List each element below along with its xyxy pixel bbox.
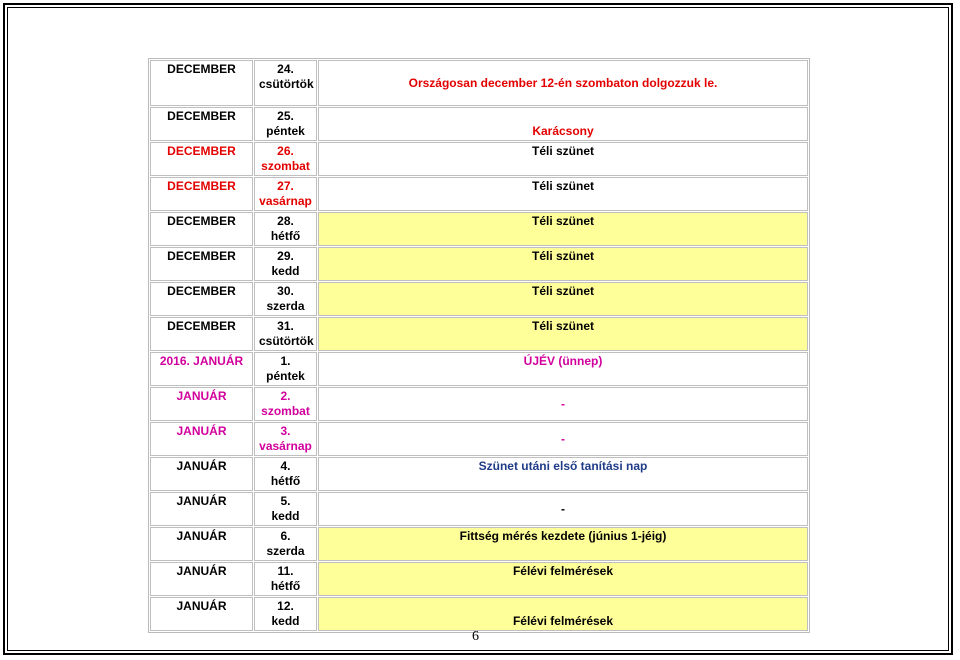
month-cell: JANUÁR	[150, 387, 253, 421]
month-cell: DECEMBER	[150, 212, 253, 246]
day-name: péntek	[266, 369, 305, 383]
event-cell: Téli szünet	[318, 247, 808, 281]
day-cell	[254, 422, 317, 456]
month-cell: JANUÁR	[150, 492, 253, 526]
table-row	[150, 422, 808, 456]
day-number: 1.	[280, 354, 291, 368]
day-name: hétfő	[270, 474, 301, 488]
table-row	[150, 177, 808, 211]
month-cell: JANUÁR	[150, 457, 253, 491]
month-cell: JANUÁR	[150, 597, 253, 631]
table-row	[150, 352, 808, 386]
day-cell	[254, 597, 317, 631]
schedule-table	[148, 58, 810, 633]
table-row	[150, 247, 808, 281]
day-name: szombat	[261, 404, 310, 418]
table-row	[150, 492, 808, 526]
day-number: 27.	[277, 179, 294, 193]
day-name: hétfő	[270, 579, 301, 593]
day-cell	[254, 60, 317, 106]
table-row	[150, 562, 808, 596]
month-cell: DECEMBER	[150, 317, 253, 351]
day-name: szombat	[261, 159, 310, 173]
month-cell: JANUÁR	[150, 527, 253, 561]
day-name: kedd	[271, 509, 300, 523]
event-cell: ÚJÉV (ünnep)	[318, 352, 808, 386]
day-name: péntek	[266, 124, 305, 138]
day-number: 3.	[280, 424, 291, 438]
day-number: 29.	[277, 249, 294, 263]
month-cell: DECEMBER	[150, 247, 253, 281]
day-cell	[254, 317, 317, 351]
month-cell: 2016. JANUÁR	[150, 352, 253, 386]
day-name: vasárnap	[259, 194, 312, 208]
month-cell: DECEMBER	[150, 60, 253, 106]
day-cell	[254, 352, 317, 386]
event-cell: Félévi felmérések	[318, 597, 808, 631]
day-name: hétfő	[270, 229, 301, 243]
event-cell: Téli szünet	[318, 177, 808, 211]
event-cell: Téli szünet	[318, 282, 808, 316]
day-number: 24.	[277, 62, 294, 76]
table-row	[150, 597, 808, 631]
event-cell: Országosan december 12-én szombaton dolgozzuk le.	[318, 60, 808, 106]
month-cell: DECEMBER	[150, 142, 253, 176]
day-cell	[254, 142, 317, 176]
table-row	[150, 142, 808, 176]
day-cell	[254, 247, 317, 281]
month-cell: DECEMBER	[150, 177, 253, 211]
day-number: 31.	[277, 319, 294, 333]
day-number: 26.	[277, 144, 294, 158]
day-number: 5.	[280, 494, 291, 508]
event-cell: Fittség mérés kezdete (június 1-jéig)	[318, 527, 808, 561]
day-name: szerda	[266, 544, 305, 558]
day-number: 28.	[277, 214, 294, 228]
event-cell: Félévi felmérések	[318, 562, 808, 596]
day-number: 6.	[280, 529, 291, 543]
day-cell	[254, 212, 317, 246]
event-cell: Szünet utáni első tanítási nap	[318, 457, 808, 491]
day-name: szerda	[266, 299, 305, 313]
table-row	[150, 282, 808, 316]
day-name: kedd	[271, 264, 300, 278]
event-cell: Téli szünet	[318, 212, 808, 246]
month-cell: JANUÁR	[150, 422, 253, 456]
event-cell: Téli szünet	[318, 142, 808, 176]
day-name: csütörtök	[259, 334, 314, 348]
day-cell	[254, 457, 317, 491]
day-cell	[254, 527, 317, 561]
day-name: kedd	[271, 614, 300, 628]
event-cell: Karácsony	[318, 107, 808, 141]
day-cell	[254, 562, 317, 596]
table-row	[150, 527, 808, 561]
day-number: 25.	[277, 109, 294, 123]
day-number: 11.	[277, 564, 294, 578]
day-cell	[254, 107, 317, 141]
table-row	[150, 457, 808, 491]
day-cell	[254, 282, 317, 316]
month-cell: JANUÁR	[150, 562, 253, 596]
event-cell: -	[318, 422, 808, 456]
month-cell: DECEMBER	[150, 107, 253, 141]
table-row	[150, 212, 808, 246]
day-cell	[254, 177, 317, 211]
month-cell: DECEMBER	[150, 282, 253, 316]
event-cell: -	[318, 387, 808, 421]
day-cell	[254, 387, 317, 421]
table-row	[150, 60, 808, 106]
event-cell: Téli szünet	[318, 317, 808, 351]
page-number: 6	[472, 629, 479, 644]
day-name: csütörtök	[259, 77, 314, 91]
day-name: vasárnap	[259, 439, 312, 453]
table-row	[150, 107, 808, 141]
event-cell: -	[318, 492, 808, 526]
day-number: 2.	[280, 389, 291, 403]
day-number: 4.	[280, 459, 291, 473]
day-number: 12.	[277, 599, 294, 613]
table-row	[150, 387, 808, 421]
day-number: 30.	[277, 284, 294, 298]
day-cell	[254, 492, 317, 526]
table-row	[150, 317, 808, 351]
